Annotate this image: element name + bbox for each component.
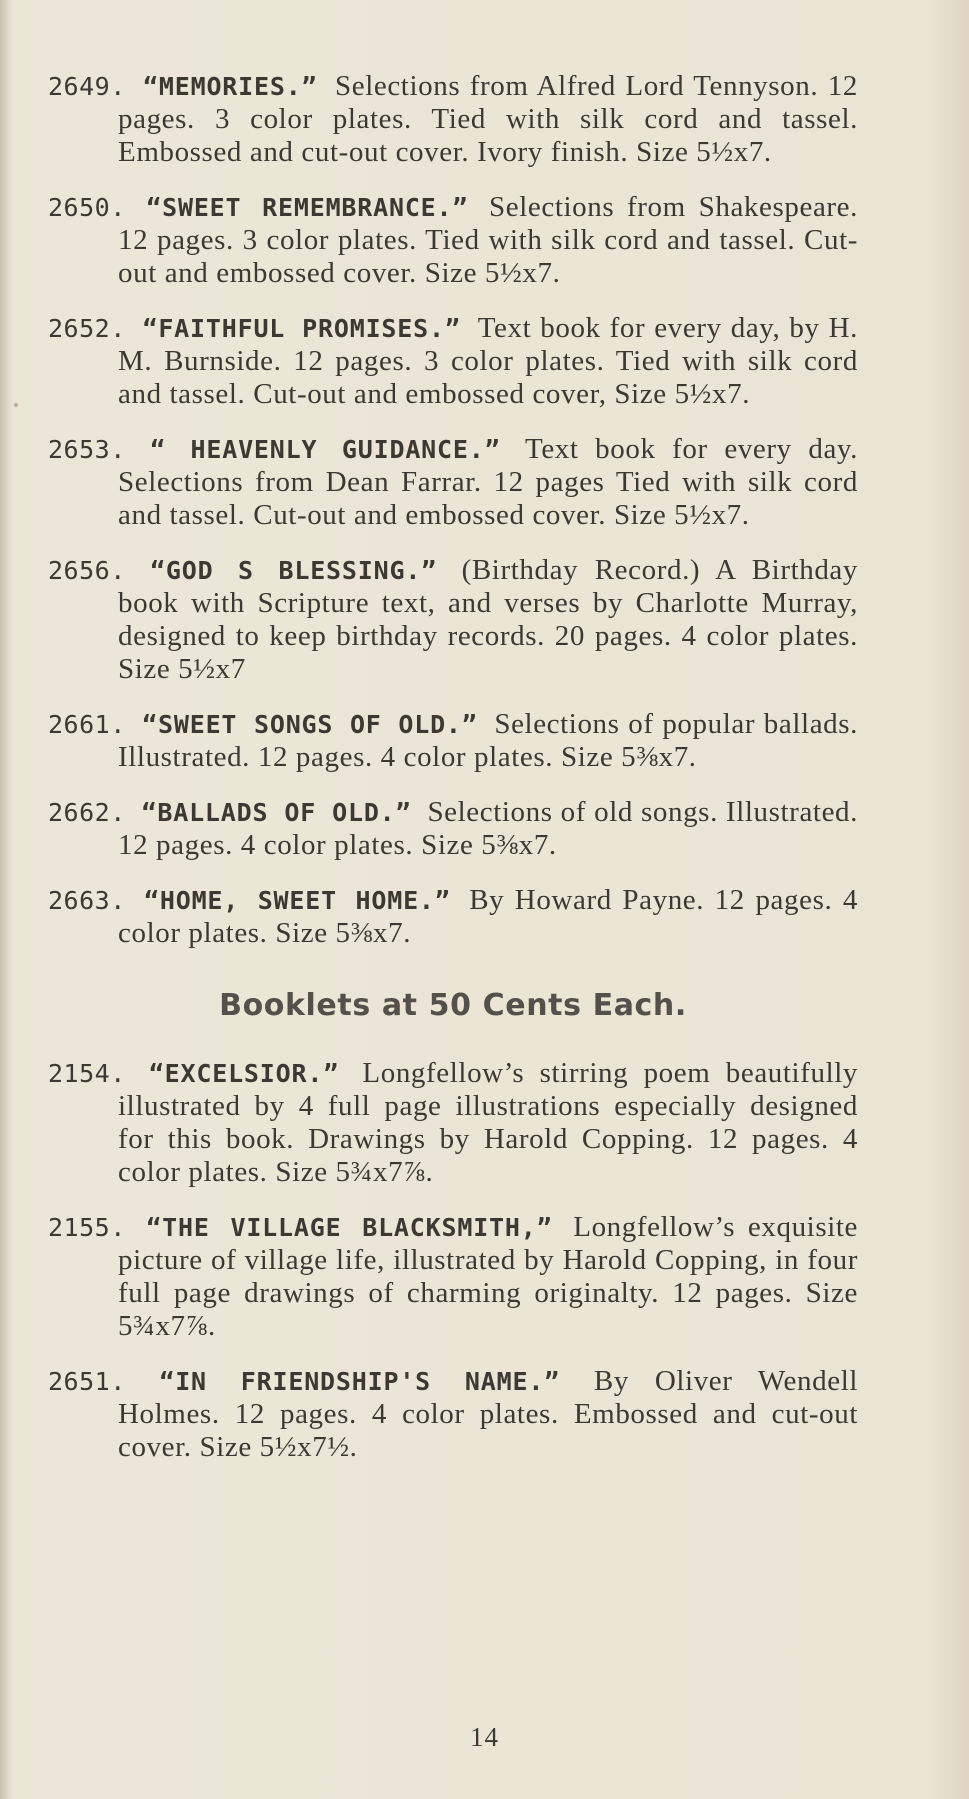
entry-description: Selections from Alfred Lord Tennyson. 12 pages. 3 color plates. Tied with silk cord and tassel. Embossed and cut-out cover. Ivory finish. Size 5½x7. <box>118 70 859 168</box>
entry-description: Selections of popular ballads. Illustrated. 12 pages. 4 color plates. Size 5⅜x7. <box>118 708 859 773</box>
binding-edge <box>0 0 10 1799</box>
entry-description: By Howard Payne. 12 pages. 4 color plates. Size 5⅜x7. <box>118 884 858 949</box>
entry-number: 2651. <box>48 1367 160 1396</box>
entry-description: Selections of old songs. Illustrated. 12 pages. 4 color plates. Size 5⅜x7. <box>118 796 858 861</box>
catalog-entry <box>48 1057 858 1189</box>
page-number: 14 <box>470 1722 499 1752</box>
entry-description: Text book for every day, by H. M. Burnside. 12 pages. 3 color plates. Tied with silk cord and tassel. Cut-out and embossed cover, Size 5½x7. <box>118 312 858 410</box>
entry-number: 2154. <box>48 1059 149 1088</box>
entry-title: “MEMORIES.” <box>143 72 335 101</box>
entry-number: 2661. <box>48 710 143 739</box>
catalog-entry <box>48 312 858 411</box>
catalog-entry <box>48 884 858 950</box>
entry-title: “EXCELSIOR.” <box>148 1059 363 1088</box>
catalog-entry <box>48 191 858 290</box>
entry-number: 2663. <box>48 886 145 915</box>
entry-description: Longfellow’s stirring poem beautifully illustrated by 4 full page illustrations especially designed for this book. Drawings by Harold Copping. 12 pages. 4 color plates. Size 5¾x7⅞. <box>118 1057 858 1188</box>
entry-number: 2653. <box>48 435 151 464</box>
entry-title: “HOME, SWEET HOME.” <box>144 886 470 915</box>
entry-title: “IN FRIENDSHIP'S NAME.” <box>159 1367 594 1396</box>
entry-title: “GOD S BLESSING.” <box>150 556 462 585</box>
entry-number: 2649. <box>48 72 144 101</box>
entry-number: 2662. <box>48 798 142 827</box>
entry-title: “THE VILLAGE BLACKSMITH,” <box>146 1213 574 1242</box>
catalog-entry <box>48 433 858 532</box>
catalog-entry <box>48 1211 858 1343</box>
catalog-content <box>48 70 858 1486</box>
entry-title: “SWEET SONGS OF OLD.” <box>142 710 495 739</box>
catalog-entry <box>48 1365 858 1464</box>
catalog-entry <box>48 70 858 169</box>
entry-title: “SWEET REMEMBRANCE.” <box>146 193 490 222</box>
catalog-entry <box>48 554 858 686</box>
entry-description: Longfellow’s exquisite picture of village life, illustrated by Harold Copping, in four full page drawings of charming originalty. 12 pages. Size 5¾x7⅞. <box>118 1211 858 1342</box>
catalog-entry <box>48 796 858 862</box>
entry-title: “BALLADS OF OLD.” <box>141 798 428 827</box>
entry-number: 2652. <box>48 314 143 343</box>
entry-description: Selections from Shakespeare. 12 pages. 3 color plates. Tied with silk cord and tassel. Cut-out and embossed cover. Size 5½x7. <box>118 191 858 289</box>
entry-description: By Oliver Wendell Holmes. 12 pages. 4 color plates. Embossed and cut-out cover. Size 5½x7½. <box>118 1365 859 1463</box>
section-heading: Booklets at 50 Cents Each. <box>219 988 687 1023</box>
entry-number: 2656. <box>48 556 151 585</box>
entry-number: 2155. <box>48 1213 147 1242</box>
entry-description: Text book for every day. Selections from Dean Farrar. 12 pages Tied with silk cord and tassel. Cut-out and embossed cover. Size 5½x7. <box>118 433 858 531</box>
catalog-entry <box>48 708 858 774</box>
paper-blemish <box>14 403 18 407</box>
entry-title: “FAITHFUL PROMISES.” <box>142 314 478 343</box>
entry-title: “ HEAVENLY GUIDANCE.” <box>150 435 526 464</box>
entry-number: 2650. <box>48 193 147 222</box>
entry-description: (Birthday Record.) A Birthday book with Scripture text, and verses by Charlotte Murray, designed to keep birthday records. 20 pages. 4 color plates. Size 5½x7 <box>118 554 859 685</box>
